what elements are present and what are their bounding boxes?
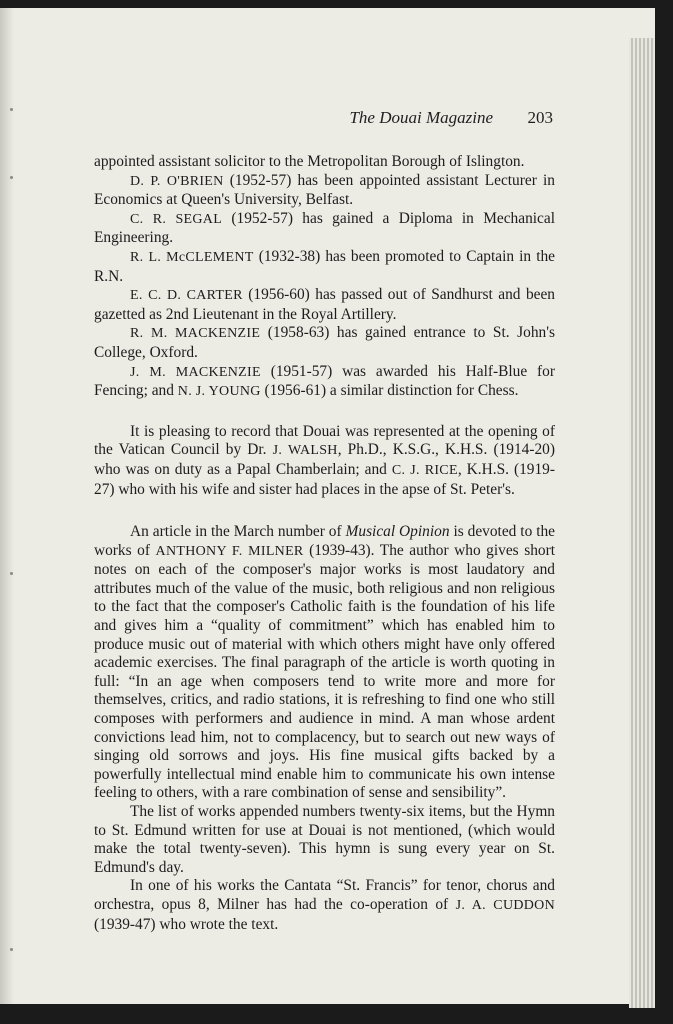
paragraph-text: (1951-57) was awarded his Half-Blue for Fencing; and — [94, 362, 555, 400]
person-name: C. R. SEGAL — [130, 211, 223, 227]
person-name: J. A. CUDDON — [455, 897, 555, 913]
paragraph — [94, 153, 555, 172]
paragraph — [94, 423, 555, 499]
article-body — [94, 153, 555, 934]
page-number: 203 — [527, 108, 553, 127]
person-name: ANTHONY F. MILNER — [155, 543, 304, 559]
paragraph — [94, 523, 555, 803]
paragraph — [94, 248, 555, 286]
binder-mark — [10, 572, 13, 575]
paragraph — [94, 286, 555, 324]
paragraph-text: (1958-63) has gained entrance to St. John's College, Oxford. — [94, 324, 555, 361]
person-name: R. L. McCLEMENT — [130, 249, 254, 265]
paragraph-text: An article in the March number of — [130, 523, 346, 541]
paragraph-text: (1939-43). The author who gives short notes on each of the composer's major works is most laudatory and attributes much of the value of the music, both religious and non religious to the fact that the composer's Catholic faith is the foundation of his life and gives him a “quality of commitment” which has enabled him to produce music out of material with which others might have only offered academic exercises. The final paragraph of the article is worth quoting in full: “In an age when composers tend to write more and more for themselves, critics, and radio stations, it is refreshing to find one who still composes with performers and audience in mind. A man whose ardent convictions lead him, not to complacency, but to search out new ways of singing old sorrows and joys. His fine musical gifts backed by a powerfully intellectual mind enable him to communicate his own intense feeling to others, with a rare combination of sense and sensibility”. — [94, 541, 556, 802]
paragraph-text: , K.H.S. (1919-27) who with his wife and sister had places in the apse of St. Peter's. — [94, 460, 555, 498]
paragraph — [94, 803, 555, 877]
paragraph — [94, 324, 555, 362]
person-name: D. P. O'BRIEN — [130, 173, 224, 189]
person-name: C. J. RICE — [391, 462, 458, 478]
paragraph — [94, 877, 555, 934]
gutter-shadow — [0, 8, 14, 1004]
binder-mark — [10, 108, 13, 111]
paragraph-text: is devoted to the works of — [94, 523, 555, 559]
paragraph-text: (1932-38) has been promoted to Captain in the R.N. — [94, 247, 555, 285]
paragraph-text: , Ph.D., K.S.G., K.H.S. (1914-20) who was on duty as a Papal Chamberlain; and — [94, 441, 555, 478]
person-name: E. C. D. CARTER — [130, 288, 243, 304]
publication-title: Musical Opinion — [345, 523, 450, 541]
person-name: J. M. MACKENZIE — [130, 364, 261, 380]
paragraph-text: (1956-60) has passed out of Sandhurst and been gazetted as 2nd Lieutenant in the Royal Artillery. — [94, 286, 556, 323]
paragraph-text: The list of works appended numbers twenty-six items, but the Hymn to St. Edmund written for use at Douai is not mentioned, (which would make the total twenty-seven). This hymn is sung every year on St. Edmund's day. — [94, 803, 555, 876]
book-page — [0, 8, 655, 1004]
paragraph — [94, 172, 555, 210]
person-name: N. J. YOUNG — [177, 384, 261, 400]
person-name: J. WALSH — [272, 443, 338, 459]
running-title: The Douai Magazine — [349, 108, 493, 127]
paragraph — [94, 363, 555, 402]
paragraph-text: (1939-47) who wrote the text. — [94, 915, 279, 933]
page-edges — [629, 38, 655, 1008]
paragraph-text: appointed assistant solicitor to the Metropolitan Borough of Islington. — [94, 153, 525, 170]
paragraph — [94, 210, 555, 248]
page-header — [94, 108, 553, 130]
paragraph-text: It is pleasing to record that Douai was represented at the opening of the Vatican Council by Dr. — [94, 422, 555, 459]
paragraph-text: (1956-61) a similar distinction for Chess. — [260, 382, 519, 400]
paragraph-text: In one of his works the Cantata “St. Francis” for tenor, chorus and orchestra, opus 8, Milner has had the co-operation of — [94, 877, 555, 913]
binder-mark — [10, 948, 13, 951]
binder-mark — [10, 176, 13, 179]
paragraph-text: (1952-57) has gained a Diploma in Mechanical Engineering. — [94, 209, 555, 247]
paragraph-text: (1952-57) has been appointed assistant Lecturer in Economics at Queen's University, Belfast. — [94, 171, 555, 209]
person-name: R. M. MACKENZIE — [130, 326, 261, 342]
